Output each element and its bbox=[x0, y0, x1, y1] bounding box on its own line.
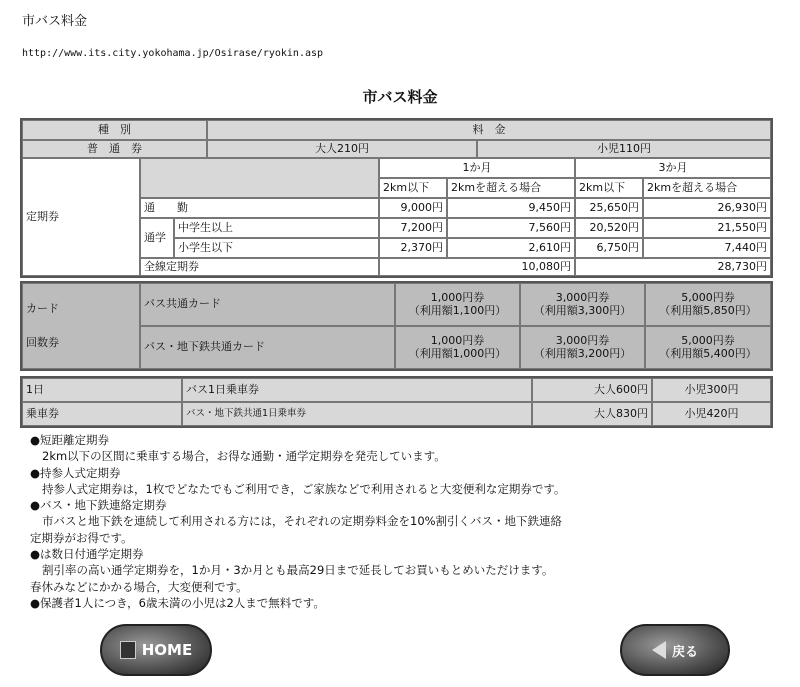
coupon-label: 回数券 bbox=[26, 336, 59, 349]
card-use-value: （利用額1,100円） bbox=[408, 303, 507, 317]
home-button[interactable] bbox=[100, 624, 212, 676]
back-button-label: 戻る bbox=[671, 644, 698, 660]
note-heading: ●保護者1人につき，6歳未満の小児は2人まで無料です。 bbox=[30, 595, 325, 610]
note-text: 春休みなどにかかる場合，大変便利です。 bbox=[30, 579, 248, 594]
all-route-label: 全線定期券 bbox=[140, 258, 379, 276]
card-use-value: （利用額1,000円） bbox=[408, 346, 507, 360]
fare-cell: 6,750円 bbox=[575, 238, 643, 258]
bus-day-pass-label: バス1日乗車券 bbox=[182, 378, 532, 402]
header-one-month: 1か月 bbox=[379, 158, 575, 178]
all-route-3m: 28,730円 bbox=[575, 258, 771, 276]
school-label: 通学 bbox=[140, 218, 174, 258]
bus-subway-card-3000 bbox=[520, 326, 645, 369]
bus-subway-card-label: バス・地下鉄共通カード bbox=[140, 326, 395, 369]
note-heading: ●バス・地下鉄連絡定期券 bbox=[30, 498, 167, 513]
regular-child-fare: 小児110円 bbox=[477, 140, 771, 158]
bus-card-3000 bbox=[520, 283, 645, 326]
fare-cell: 2,370円 bbox=[379, 238, 447, 258]
day-label: 1日 bbox=[22, 378, 182, 402]
card-label: カード bbox=[26, 301, 59, 315]
header-1m-over2km: 2kmを超える場合 bbox=[447, 178, 575, 198]
card-face-value: 3,000円券 bbox=[555, 291, 610, 305]
card-face-value: 1,000円券 bbox=[430, 334, 485, 348]
fare-cell: 9,450円 bbox=[447, 198, 575, 218]
card-use-value: （利用額5,400円） bbox=[659, 346, 757, 360]
home-button-label: HOME bbox=[141, 641, 193, 659]
regular-ticket-label: 普 通 券 bbox=[22, 140, 207, 158]
regular-adult-fare: 大人210円 bbox=[207, 140, 477, 158]
header-1m-under2km: 2km以下 bbox=[379, 178, 447, 198]
card-table bbox=[20, 281, 773, 371]
header-three-month: 3か月 bbox=[575, 158, 771, 178]
notes-section bbox=[30, 432, 770, 611]
note-text: 持参人式定期券は，1枚でどなたでもご利用でき，ご家族などで利用されると大変便利な定期券です。 bbox=[42, 481, 566, 496]
pass-label: 定期券 bbox=[22, 158, 140, 276]
bus-subway-day-pass-label: バス・地下鉄共通1日乗車券 bbox=[182, 402, 532, 426]
fare-cell: 26,930円 bbox=[643, 198, 771, 218]
card-use-value: （利用額3,300円） bbox=[533, 303, 632, 317]
home-icon bbox=[120, 641, 136, 659]
bus-subway-day-child-fare: 小児420円 bbox=[652, 402, 771, 426]
elementary-school-label: 小学生以下 bbox=[174, 238, 379, 258]
fare-cell: 7,560円 bbox=[447, 218, 575, 238]
note-heading: ●は数日付通学定期券 bbox=[30, 547, 144, 562]
note-text: 割引率の高い通学定期券を，1か月・3か月とも最高29日まで延長してお買いもとめいただけます。 bbox=[42, 563, 554, 578]
bus-day-child-fare: 小児300円 bbox=[652, 378, 771, 402]
bus-subway-card-5000 bbox=[645, 326, 771, 369]
fare-cell: 7,200円 bbox=[379, 218, 447, 238]
fare-cell: 21,550円 bbox=[643, 218, 771, 238]
pass-header-blank bbox=[140, 158, 379, 198]
fare-cell: 20,520円 bbox=[575, 218, 643, 238]
ticket-label: 乗車券 bbox=[22, 402, 182, 426]
header-3m-over2km: 2kmを超える場合 bbox=[643, 178, 771, 198]
note-text: 市バスと地下鉄を連続して利用される方には，それぞれの定期券料金を10%割引くバス・地下鉄連絡 bbox=[42, 514, 563, 529]
card-face-value: 1,000円券 bbox=[430, 291, 485, 305]
header-fare: 料 金 bbox=[207, 120, 771, 140]
header-kind: 種 別 bbox=[22, 120, 207, 140]
card-face-value: 5,000円券 bbox=[681, 334, 735, 348]
note-heading: ●持参人式定期券 bbox=[30, 465, 121, 480]
middle-school-label: 中学生以上 bbox=[174, 218, 379, 238]
document-title: 市バス料金 bbox=[22, 14, 88, 29]
note-text: 2km以下の区間に乗車する場合，お得な通勤・通学定期券を発売しています。 bbox=[42, 449, 446, 464]
note-text: 定期券がお得です。 bbox=[30, 530, 133, 545]
card-coupon-label bbox=[22, 283, 140, 369]
day-ticket-table bbox=[20, 376, 773, 428]
header-3m-under2km: 2km以下 bbox=[575, 178, 643, 198]
bus-subway-card-1000 bbox=[395, 326, 520, 369]
bus-card-5000 bbox=[645, 283, 771, 326]
page-title: 市バス料金 bbox=[362, 88, 438, 106]
card-face-value: 5,000円券 bbox=[681, 291, 735, 305]
fare-cell: 9,000円 bbox=[379, 198, 447, 218]
card-use-value: （利用額3,200円） bbox=[533, 346, 632, 360]
source-url: http://www.its.city.yokohama.jp/Osirase/ryokin.asp bbox=[22, 48, 324, 59]
fare-cell: 2,610円 bbox=[447, 238, 575, 258]
fare-cell: 7,440円 bbox=[643, 238, 771, 258]
commute-label: 通 勤 bbox=[140, 198, 379, 218]
bus-card-label: バス共通カード bbox=[140, 283, 395, 326]
back-button[interactable] bbox=[620, 624, 730, 676]
fare-cell: 25,650円 bbox=[575, 198, 643, 218]
bus-subway-day-adult-fare: 大人830円 bbox=[532, 402, 652, 426]
back-arrow-icon bbox=[652, 641, 666, 659]
bus-card-1000 bbox=[395, 283, 520, 326]
card-face-value: 3,000円券 bbox=[555, 334, 610, 348]
card-use-value: （利用額5,850円） bbox=[659, 303, 757, 317]
bus-day-adult-fare: 大人600円 bbox=[532, 378, 652, 402]
fare-table bbox=[20, 118, 773, 278]
note-heading: ●短距離定期券 bbox=[30, 433, 110, 447]
all-route-1m: 10,080円 bbox=[379, 258, 575, 276]
